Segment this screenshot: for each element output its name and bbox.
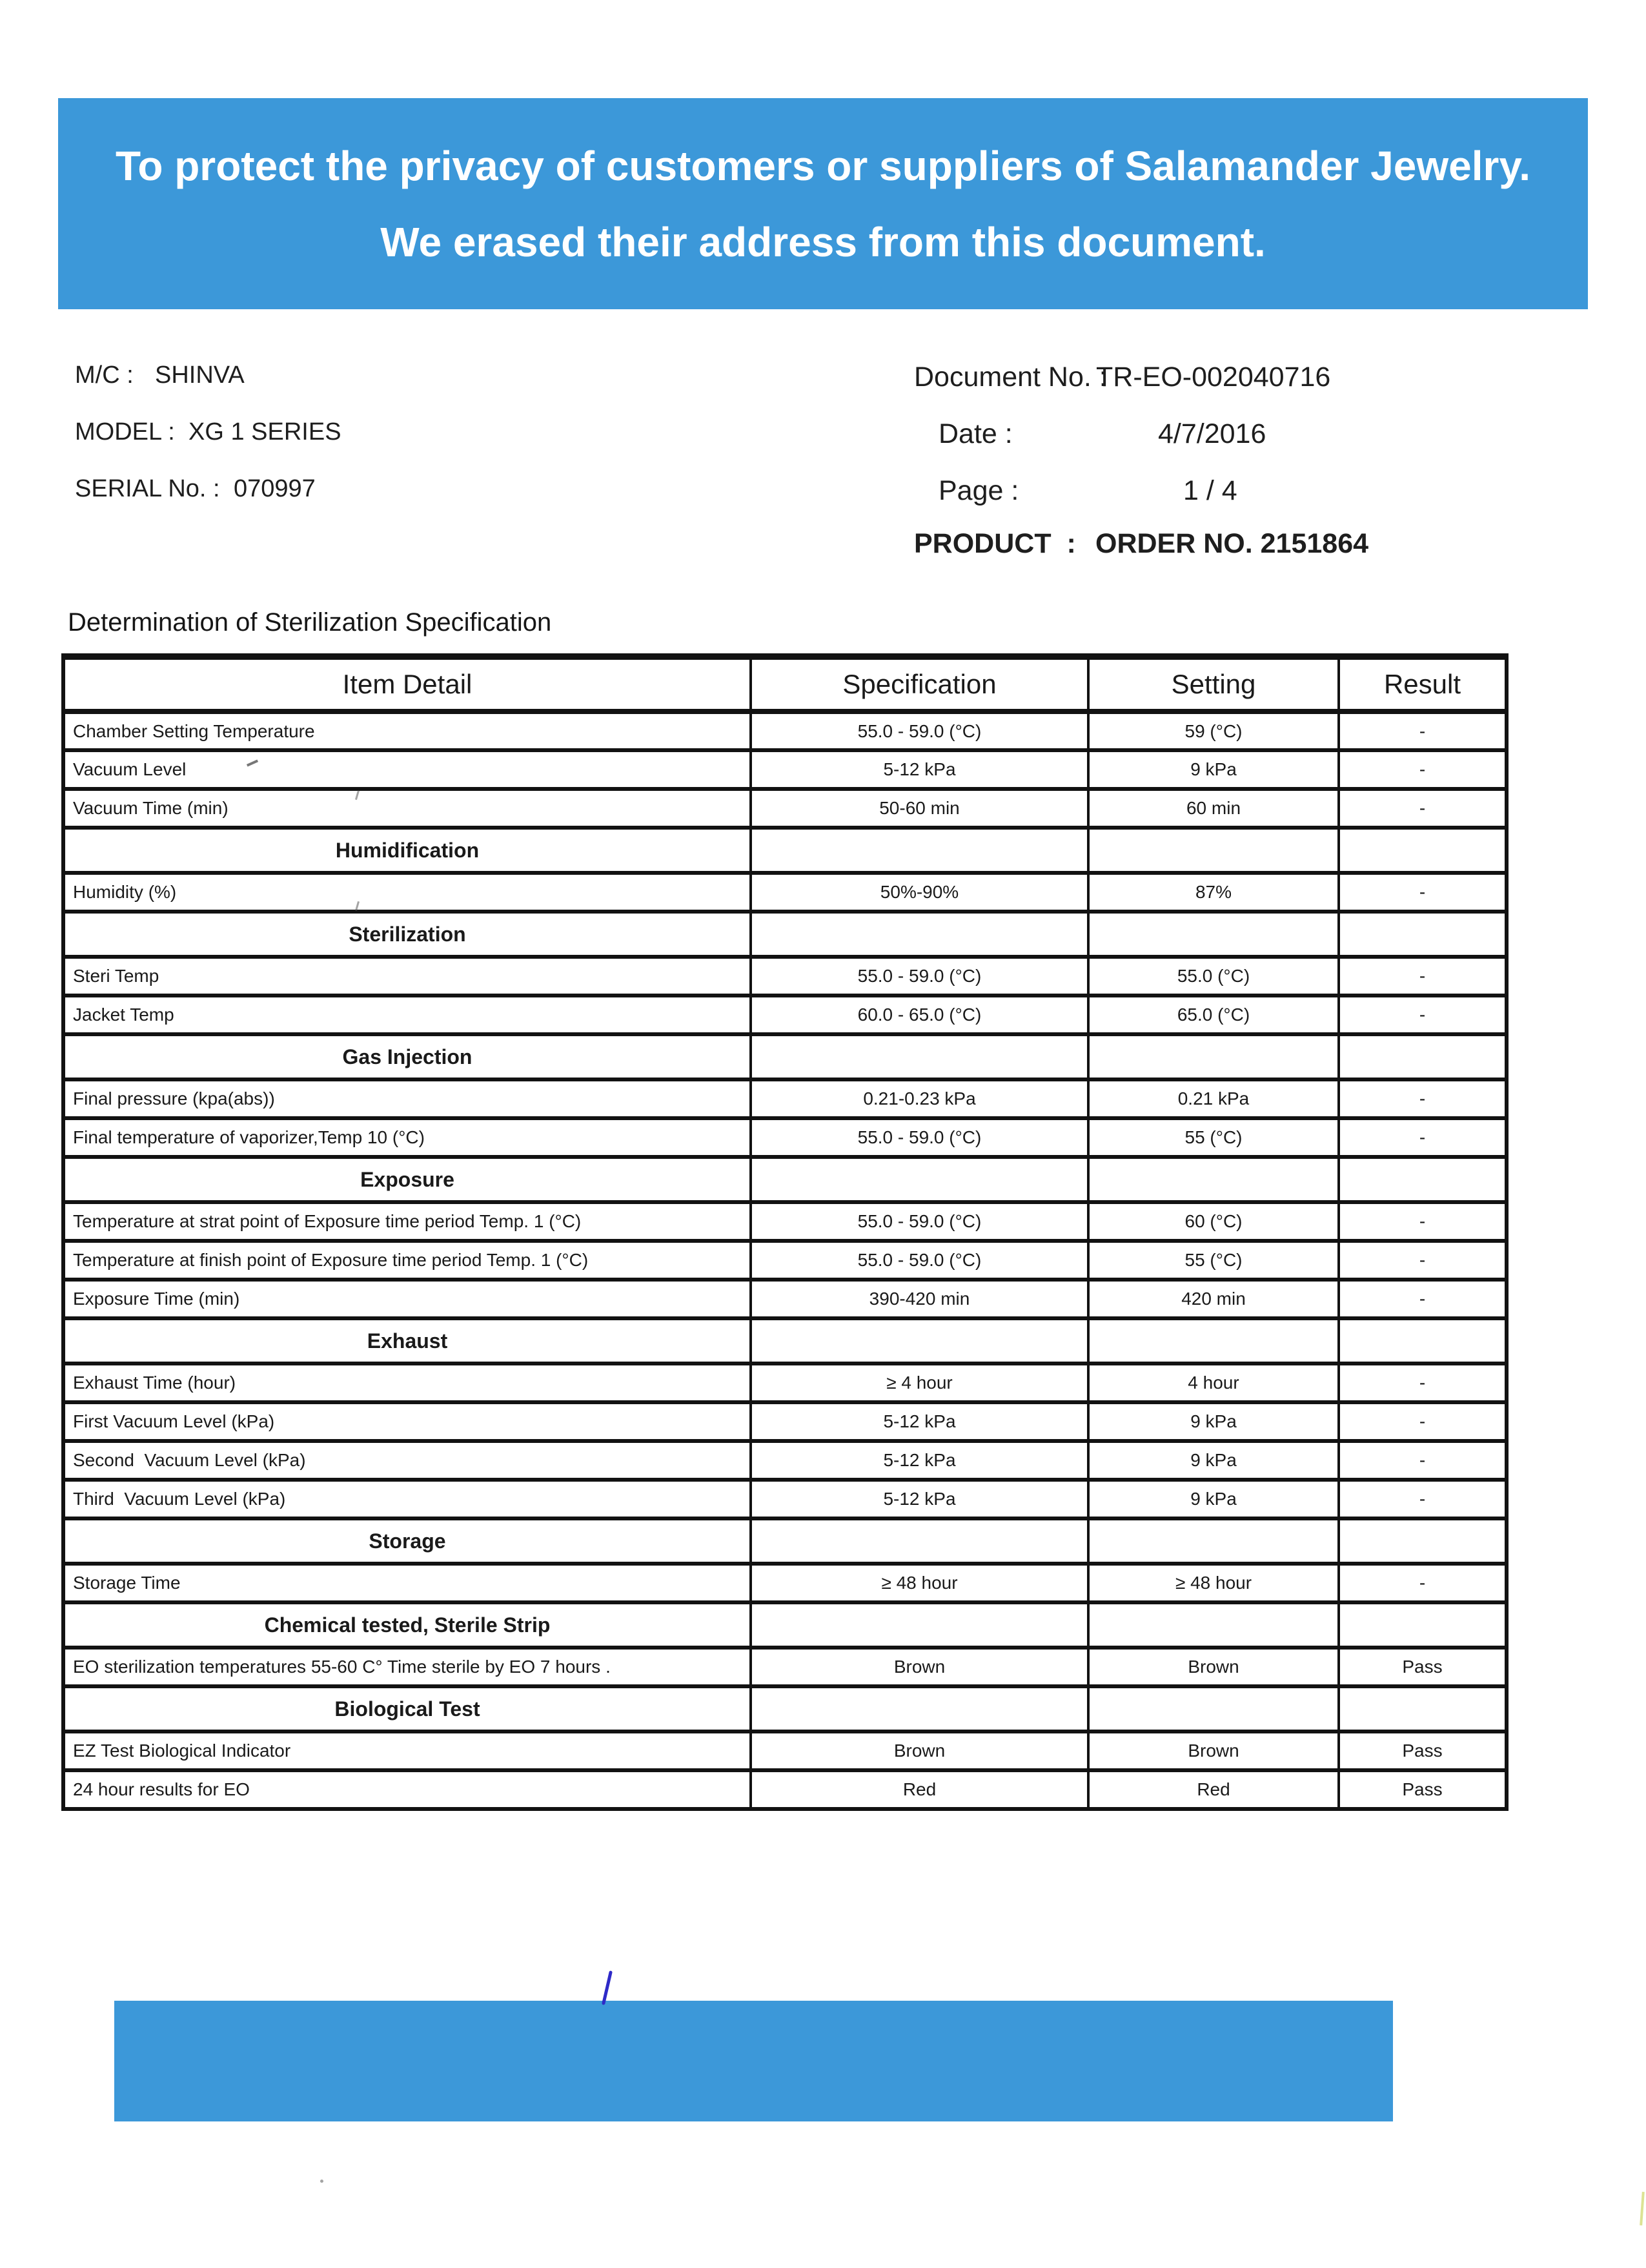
table-row (63, 1079, 1507, 1118)
section-title: Determination of Sterilization Specification (68, 608, 552, 637)
setting-cell: 9 kPa (1088, 750, 1339, 789)
item-cell: Temperature at finish point of Exposure time period Temp. 1 (°C) (63, 1241, 751, 1280)
section-row (63, 912, 1507, 957)
spec-cell: 55.0 - 59.0 (°C) (751, 1241, 1088, 1280)
setting-cell: Red (1088, 1770, 1339, 1809)
table-row (63, 957, 1507, 996)
product-label: PRODUCT : (914, 528, 1076, 559)
result-cell: - (1339, 1118, 1507, 1157)
result-cell: - (1339, 1280, 1507, 1318)
setting-cell: 9 kPa (1088, 1402, 1339, 1441)
spec-cell: 390-420 min (751, 1280, 1088, 1318)
spec-cell (751, 1686, 1088, 1732)
item-cell: Chamber Setting Temperature (63, 711, 751, 750)
spec-table (61, 653, 1509, 1811)
result-cell (1339, 1318, 1507, 1364)
item-cell: Exhaust Time (hour) (63, 1364, 751, 1402)
table-row (63, 711, 1507, 750)
setting-cell: ≥ 48 hour (1088, 1564, 1339, 1602)
col-header-specification: Specification (751, 657, 1088, 711)
spec-cell: 55.0 - 59.0 (°C) (751, 1202, 1088, 1241)
section-label: Sterilization (63, 912, 751, 957)
setting-cell: 55.0 (°C) (1088, 957, 1339, 996)
spec-cell: 50%-90% (751, 873, 1088, 912)
spec-cell: 60.0 - 65.0 (°C) (751, 996, 1088, 1034)
product-value: ORDER NO. 2151864 (1095, 528, 1369, 559)
setting-cell: 9 kPa (1088, 1480, 1339, 1518)
model-value: XG 1 SERIES (188, 418, 341, 445)
section-row (63, 1518, 1507, 1564)
table-row (63, 1732, 1507, 1770)
spec-cell: 5-12 kPa (751, 1441, 1088, 1480)
result-cell (1339, 912, 1507, 957)
table-row (63, 1564, 1507, 1602)
result-cell: Pass (1339, 1732, 1507, 1770)
setting-cell: 4 hour (1088, 1364, 1339, 1402)
section-row (63, 828, 1507, 873)
spec-cell (751, 1157, 1088, 1202)
section-label: Humidification (63, 828, 751, 873)
table-row (63, 750, 1507, 789)
setting-cell (1088, 1318, 1339, 1364)
section-label: Gas Injection (63, 1034, 751, 1079)
table-row (63, 873, 1507, 912)
spec-cell (751, 1034, 1088, 1079)
spec-cell: Red (751, 1770, 1088, 1809)
result-cell (1339, 1157, 1507, 1202)
serial-label: SERIAL No. : (75, 475, 220, 502)
section-label: Biological Test (63, 1686, 751, 1732)
section-label: Exposure (63, 1157, 751, 1202)
item-cell: 24 hour results for EO (63, 1770, 751, 1809)
spec-cell: 5-12 kPa (751, 1402, 1088, 1441)
setting-cell (1088, 1602, 1339, 1648)
setting-cell: 59 (°C) (1088, 711, 1339, 750)
spec-cell: 50-60 min (751, 789, 1088, 828)
item-cell: Exposure Time (min) (63, 1280, 751, 1318)
table-row (63, 1402, 1507, 1441)
setting-cell: 55 (°C) (1088, 1118, 1339, 1157)
result-cell: - (1339, 1364, 1507, 1402)
redaction-box (114, 2001, 1393, 2121)
col-header-item-detail: Item Detail (63, 657, 751, 711)
result-cell (1339, 1686, 1507, 1732)
setting-cell (1088, 1518, 1339, 1564)
privacy-banner-line1: To protect the privacy of customers or suppliers of Salamander Jewelry. (115, 142, 1531, 189)
item-cell: Vacuum Level (63, 750, 751, 789)
result-cell: - (1339, 750, 1507, 789)
item-cell: Storage Time (63, 1564, 751, 1602)
section-row (63, 1157, 1507, 1202)
result-cell (1339, 1602, 1507, 1648)
item-cell: Second Vacuum Level (kPa) (63, 1441, 751, 1480)
table-row (63, 1202, 1507, 1241)
table-row (63, 1241, 1507, 1280)
spec-cell: Brown (751, 1732, 1088, 1770)
privacy-banner-line2: We erased their address from this document. (380, 218, 1266, 265)
item-cell: EZ Test Biological Indicator (63, 1732, 751, 1770)
result-cell: - (1339, 873, 1507, 912)
result-cell: - (1339, 1079, 1507, 1118)
setting-cell: 0.21 kPa (1088, 1079, 1339, 1118)
spec-cell (751, 828, 1088, 873)
result-cell (1339, 1034, 1507, 1079)
table-row (63, 1648, 1507, 1686)
section-label: Storage (63, 1518, 751, 1564)
table-row (63, 1480, 1507, 1518)
setting-cell: Brown (1088, 1732, 1339, 1770)
section-row (63, 1686, 1507, 1732)
result-cell: - (1339, 1202, 1507, 1241)
result-cell: - (1339, 1441, 1507, 1480)
result-cell: - (1339, 1402, 1507, 1441)
col-header-result: Result (1339, 657, 1507, 711)
spec-cell: 5-12 kPa (751, 1480, 1088, 1518)
section-row (63, 1602, 1507, 1648)
item-cell: Vacuum Time (min) (63, 789, 751, 828)
result-cell: Pass (1339, 1648, 1507, 1686)
spec-cell: Brown (751, 1648, 1088, 1686)
section-label: Chemical tested, Sterile Strip (63, 1602, 751, 1648)
result-cell (1339, 828, 1507, 873)
result-cell: - (1339, 789, 1507, 828)
item-cell: First Vacuum Level (kPa) (63, 1402, 751, 1441)
col-header-setting: Setting (1088, 657, 1339, 711)
spec-cell (751, 1602, 1088, 1648)
setting-cell: 9 kPa (1088, 1441, 1339, 1480)
setting-cell (1088, 1686, 1339, 1732)
item-cell: Humidity (%) (63, 873, 751, 912)
document-no-label: Document No. : (914, 362, 1107, 393)
setting-cell: 55 (°C) (1088, 1241, 1339, 1280)
spec-cell (751, 1318, 1088, 1364)
pen-mark (602, 1970, 613, 2005)
privacy-banner (58, 98, 1588, 309)
spec-cell: 55.0 - 59.0 (°C) (751, 1118, 1088, 1157)
result-cell: - (1339, 1480, 1507, 1518)
item-cell: Final temperature of vaporizer,Temp 10 (°C) (63, 1118, 751, 1157)
setting-cell: 60 (°C) (1088, 1202, 1339, 1241)
date-value: 4/7/2016 (1158, 418, 1266, 449)
spec-table-body (63, 711, 1507, 1809)
spec-cell: 55.0 - 59.0 (°C) (751, 957, 1088, 996)
result-cell: Pass (1339, 1770, 1507, 1809)
machine-value: SHINVA (155, 362, 245, 389)
item-cell: Temperature at strat point of Exposure time period Temp. 1 (°C) (63, 1202, 751, 1241)
document-no-value: TR-EO-002040716 (1096, 362, 1331, 393)
table-row (63, 1441, 1507, 1480)
spec-cell: 5-12 kPa (751, 750, 1088, 789)
machine-label: M/C : (75, 362, 134, 389)
date-label: Date : (939, 418, 1013, 449)
item-cell: Final pressure (kpa(abs)) (63, 1079, 751, 1118)
item-cell: EO sterilization temperatures 55-60 C° Time sterile by EO 7 hours . (63, 1648, 751, 1686)
spec-cell: ≥ 4 hour (751, 1364, 1088, 1402)
result-cell: - (1339, 711, 1507, 750)
section-row (63, 1318, 1507, 1364)
model-label: MODEL : (75, 418, 175, 445)
result-cell (1339, 1518, 1507, 1564)
table-row (63, 1364, 1507, 1402)
table-header-row (63, 657, 1507, 711)
page-value: 1 / 4 (1183, 475, 1237, 506)
setting-cell (1088, 912, 1339, 957)
setting-cell: 60 min (1088, 789, 1339, 828)
item-cell: Steri Temp (63, 957, 751, 996)
spec-cell (751, 1518, 1088, 1564)
result-cell: - (1339, 996, 1507, 1034)
spec-cell: ≥ 48 hour (751, 1564, 1088, 1602)
table-row (63, 1280, 1507, 1318)
spec-cell: 0.21-0.23 kPa (751, 1079, 1088, 1118)
section-row (63, 1034, 1507, 1079)
spec-cell (751, 912, 1088, 957)
result-cell: - (1339, 957, 1507, 996)
item-cell: Jacket Temp (63, 996, 751, 1034)
setting-cell: 87% (1088, 873, 1339, 912)
page-label: Page : (939, 475, 1019, 506)
setting-cell: 65.0 (°C) (1088, 996, 1339, 1034)
setting-cell: 420 min (1088, 1280, 1339, 1318)
table-row (63, 1770, 1507, 1809)
section-label: Exhaust (63, 1318, 751, 1364)
scan-mark (1640, 2192, 1645, 2225)
result-cell: - (1339, 1564, 1507, 1602)
item-cell: Third Vacuum Level (kPa) (63, 1480, 751, 1518)
spec-cell: 55.0 - 59.0 (°C) (751, 711, 1088, 750)
setting-cell: Brown (1088, 1648, 1339, 1686)
serial-value: 070997 (234, 475, 316, 502)
setting-cell (1088, 1034, 1339, 1079)
table-row (63, 1118, 1507, 1157)
table-row (63, 789, 1507, 828)
table-row (63, 996, 1507, 1034)
scan-mark (320, 2180, 323, 2183)
result-cell: - (1339, 1241, 1507, 1280)
setting-cell (1088, 1157, 1339, 1202)
setting-cell (1088, 828, 1339, 873)
